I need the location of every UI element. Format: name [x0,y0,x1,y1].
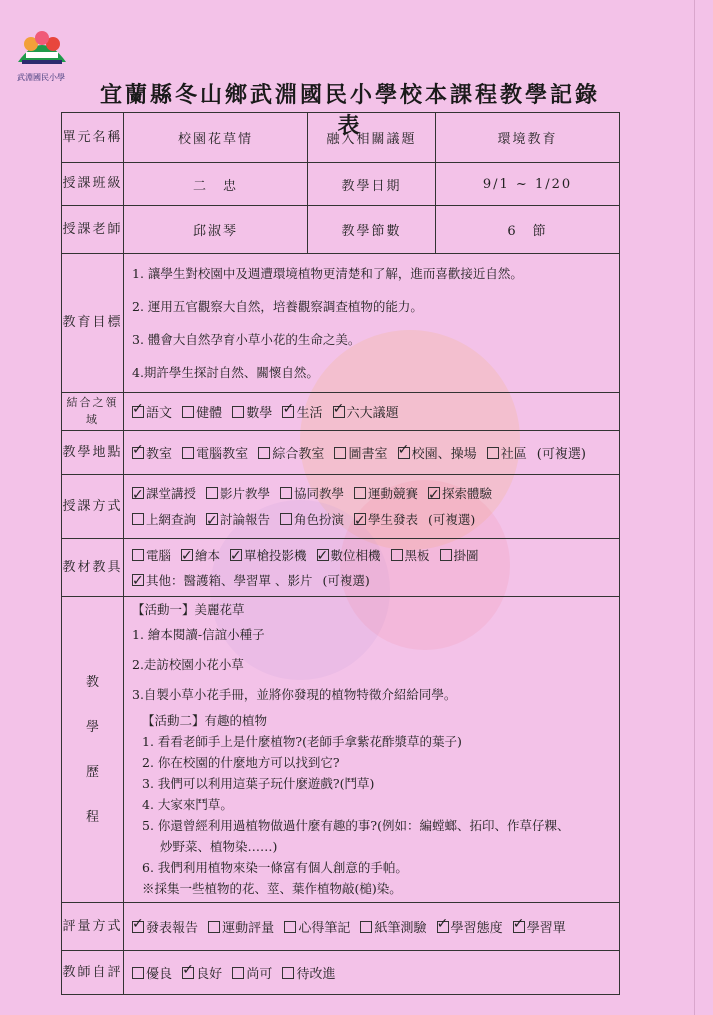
process-step: 1. 看看老師手上是什麼植物?(老師手拿紫花酢漿草的葉子) [142,734,462,749]
topic-value: 環境教育 [436,113,620,163]
page-title: 宜蘭縣冬山鄉武淵國民小學校本課程教學記錄表 [99,82,600,139]
checkbox[interactable] [132,549,144,561]
domains-options [124,393,620,431]
method-option: ✓ 討論報告 [206,512,270,527]
checkbox[interactable] [360,921,372,933]
checkbox[interactable] [206,513,218,525]
goals-label: 教育目標 [62,254,124,393]
unit-name-label: 單元名稱 [62,113,124,163]
materials-label: 教材教具 [62,539,124,597]
location-option: 電腦教室 [182,447,248,462]
unit-name-value: 校園花草情 [124,113,308,163]
checkbox[interactable] [258,447,270,459]
assessment-option: ✓ 學習單 [513,921,566,936]
checkbox[interactable] [280,513,292,525]
self-eval-option: 尚可 [232,967,272,982]
goal-item: 4.期許學生探討自然、關懷自然。 [132,365,319,380]
checkbox[interactable] [132,513,144,525]
method-option: ✓ 學生發表 [354,512,418,527]
domain-option: 健體 [182,406,222,421]
goal-item: 2. 運用五官觀察大自然，培養觀察調查植物的能力。 [132,299,423,314]
checkbox[interactable] [132,487,144,499]
checkbox[interactable] [182,967,194,979]
checkbox[interactable] [391,549,403,561]
assessment-option: 運動評量 [208,921,274,936]
material-option: ✓ 單槍投影機 [230,548,307,563]
self-eval-option: 待改進 [282,967,335,982]
row-class [62,163,620,206]
method-option: 角色扮演 [280,512,344,527]
checkbox[interactable] [428,487,440,499]
checkbox[interactable] [354,513,366,525]
process-label-char: 學 [85,719,99,735]
school-logo-caption: 武淵國民小學 [17,73,65,82]
checkbox[interactable] [132,447,144,459]
assessment-option: ✓ 發表報告 [132,921,198,936]
checkbox[interactable] [354,487,366,499]
self-eval-label: 教師自評 [62,951,124,995]
checkbox[interactable] [280,487,292,499]
material-option: ✓ 數位相機 [317,548,381,563]
checkbox[interactable] [132,406,144,418]
checkbox[interactable] [232,406,244,418]
checkbox[interactable] [282,967,294,979]
material-option: 黑板 [391,548,430,563]
checkbox[interactable] [208,921,220,933]
process-step: 1. 繪本閱讀-信誼小種子 [132,627,265,642]
class-label: 授課班級 [62,163,124,206]
row-process [62,597,620,903]
checkbox[interactable] [232,967,244,979]
teacher-label: 授課老師 [62,206,124,254]
methods-label: 授課方式 [62,475,124,539]
process-label-char: 歷 [85,764,99,780]
material-option: 掛圖 [440,548,479,563]
domain-option: ✓ 語文 [132,406,172,421]
domain-option: ✓ 生活 [282,406,322,421]
process-step: 3.自製小草小花手冊，並將你發現的植物特徵介紹給同學。 [132,687,457,702]
teacher-value: 邱淑琴 [124,206,308,254]
checkbox[interactable] [132,921,144,933]
periods-label: 教學節數 [308,206,436,254]
location-option: ✓ 校園、操場 [398,447,477,462]
checkbox[interactable] [487,447,499,459]
process-label [62,597,124,903]
method-option: 協同教學 [280,486,344,501]
domains-label: 結合之領域 [62,393,124,431]
materials-note: (可複選) [322,572,370,588]
date-value: 9/1 ~ 1/20 [436,163,620,206]
school-logo-icon [14,22,70,74]
checkbox[interactable] [182,406,194,418]
methods-note: (可複選) [428,511,476,527]
method-option: 影片教學 [206,486,270,501]
checkbox[interactable] [182,447,194,459]
material-option: 電腦 [132,548,171,563]
checkbox[interactable] [440,549,452,561]
assessment-options [124,903,620,951]
activity-heading: 【活動一】美麗花草 [132,602,245,617]
checkbox[interactable] [333,406,345,418]
goal-item: 1. 讓學生對校園中及週遭環境植物更清楚和了解，進而喜歡接近自然。 [132,266,523,281]
location-note: (可複選) [536,447,586,462]
checkbox[interactable] [284,921,296,933]
goals-list [124,254,620,393]
date-label: 教學日期 [308,163,436,206]
process-step: 5. 你還曾經利用過植物做過什麼有趣的事?(例如：編螳螂、拓印、作草仔粿、 [142,818,570,833]
assessment-option: 紙筆測驗 [360,921,426,936]
process-label-char: 教 [85,674,99,690]
domain-option: 數學 [232,406,272,421]
process-note: ※採集一些植物的花、莖、葉作植物敲(槌)染。 [142,881,402,896]
location-option: 圖書室 [334,447,387,462]
material-option-other: ✓其他：醫護箱、學習單 、影片 [132,573,312,588]
method-option: 運動競賽 [354,486,418,501]
location-option: 綜合教室 [258,447,324,462]
activity-heading: 【活動二】有趣的植物 [142,713,268,728]
record-form [61,112,620,995]
checkbox[interactable] [181,549,193,561]
process-step: 炒野菜、植物染……) [160,839,278,854]
self-eval-option: ✓ 良好 [182,967,222,982]
process-step: 3. 我們可以利用這葉子玩什麼遊戲?(鬥草) [142,776,375,791]
row-location [62,431,620,475]
process-step: 6. 我們利用植物來染一條富有個人創意的手帕。 [142,860,408,875]
checkbox[interactable] [398,447,410,459]
process-step: 2. 你在校園的什麼地方可以找到它? [142,755,340,770]
row-domains [62,393,620,431]
periods-value: 6 節 [436,206,620,254]
page-edge [694,0,695,1015]
location-options [124,431,620,475]
row-assessment [62,903,620,951]
checkbox[interactable] [206,487,218,499]
checkbox[interactable] [132,574,144,586]
row-methods [62,475,620,539]
row-materials [62,539,620,597]
class-value: 二 忠 [124,163,308,206]
checkbox[interactable] [513,921,525,933]
self-eval-option: 優良 [132,967,172,982]
row-teacher [62,206,620,254]
domain-option: ✓ 六大議題 [333,406,399,421]
checkbox[interactable] [334,447,346,459]
checkbox[interactable] [317,549,329,561]
topic-label: 融入相關議題 [308,113,436,163]
process-content [124,597,620,903]
assessment-option: 心得筆記 [284,921,350,936]
method-option: ✓ 探索體驗 [428,486,492,501]
self-eval-options [124,951,620,995]
location-option: ✓ 教室 [132,447,172,462]
checkbox[interactable] [132,967,144,979]
goal-item: 3. 體會大自然孕育小草小花的生命之美。 [132,332,361,347]
material-option: ✓ 繪本 [181,548,220,563]
location-option: 社區 [487,447,527,462]
methods-options [124,475,620,539]
process-step: 2.走訪校園小花小草 [132,657,244,672]
method-option: ✓課堂講授 [132,486,196,501]
location-label: 教學地點 [62,431,124,475]
checkbox[interactable] [437,921,449,933]
materials-options [124,539,620,597]
row-goals [62,254,620,393]
process-step: 4. 大家來鬥草。 [142,797,233,812]
assessment-label: 評量方式 [62,903,124,951]
method-option: 上網查詢 [132,512,196,527]
assessment-option: ✓ 學習態度 [437,921,503,936]
checkbox[interactable] [282,406,294,418]
checkbox[interactable] [230,549,242,561]
process-label-char: 程 [85,809,99,825]
row-self-eval [62,951,620,995]
row-unit [62,113,620,163]
